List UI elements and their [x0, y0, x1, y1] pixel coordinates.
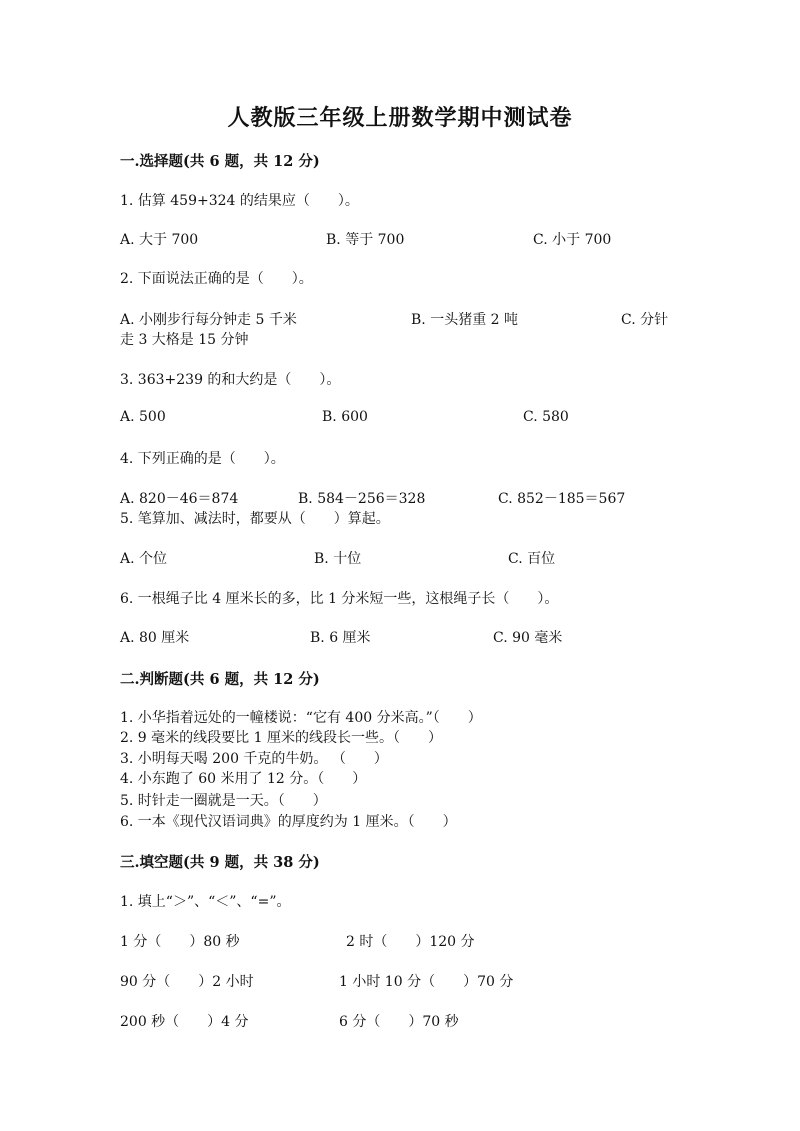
compare-item: 1 分（ ）80 秒	[120, 934, 240, 950]
judgment-item: 2. 9 毫米的线段要比 1 厘米的线段长一些。（ ）	[120, 730, 442, 746]
option-c: C. 90 毫米	[493, 630, 563, 646]
question-text: 1. 填上“＞”、“＜”、“=”。	[120, 894, 291, 910]
judgment-item: 5. 时针走一圈就是一天。（ ）	[120, 793, 327, 809]
compare-item: 6 分（ ）70 秒	[339, 1014, 459, 1030]
section-heading-judgment: 二.判断题(共 6 题，共 12 分)	[120, 671, 320, 688]
option-a: A. 820－46＝874	[120, 491, 239, 507]
option-c: C. 小于 700	[533, 232, 612, 248]
section-heading-choice: 一.选择题(共 6 题，共 12 分)	[120, 153, 320, 170]
compare-item: 200 秒（ ）4 分	[120, 1014, 249, 1030]
option-c: C. 580	[523, 409, 569, 425]
question-text: 5. 笔算加、减法时，都要从（ ）算起。	[120, 511, 390, 527]
option-b: B. 十位	[314, 551, 362, 567]
question-text: 3. 363+239 的和大约是（ ）。	[120, 372, 341, 388]
judgment-item: 1. 小华指着远处的一幢楼说：“它有 400 分米高。”（ ）	[120, 710, 482, 726]
section-heading-fill: 三.填空题(共 9 题，共 38 分)	[120, 854, 320, 871]
option-b: B. 一头猪重 2 吨	[411, 312, 518, 328]
option-b: B. 600	[322, 409, 368, 425]
option-a: A. 500	[120, 409, 166, 425]
judgment-item: 4. 小东跑了 60 米用了 12 分。（ ）	[120, 771, 367, 787]
compare-item: 90 分（ ）2 小时	[120, 974, 254, 990]
option-c: C. 852－185＝567	[498, 491, 626, 507]
question-text: 4. 下列正确的是（ ）。	[120, 451, 285, 467]
page-title: 人教版三年级上册数学期中测试卷	[227, 105, 573, 131]
option-a: A. 大于 700	[120, 232, 199, 248]
option-c: C. 百位	[508, 551, 556, 567]
option-c: C. 分针	[621, 312, 669, 328]
question-text: 6. 一根绳子比 4 厘米长的多，比 1 分米短一些，这根绳子长（ ）。	[120, 591, 559, 607]
judgment-item: 3. 小明每天喝 200 千克的牛奶。 （ ）	[120, 751, 388, 767]
option-a: A. 个位	[120, 551, 168, 567]
option-c-continuation: 走 3 大格是 15 分钟	[120, 332, 249, 348]
compare-item: 1 小时 10 分（ ）70 分	[339, 974, 514, 990]
option-b: B. 584－256＝328	[298, 491, 426, 507]
option-a: A. 80 厘米	[120, 630, 190, 646]
option-a: A. 小刚步行每分钟走 5 千米	[120, 312, 297, 328]
option-b: B. 等于 700	[326, 232, 405, 248]
question-text: 1. 估算 459+324 的结果应（ ）。	[120, 193, 359, 209]
compare-item: 2 时（ ）120 分	[346, 934, 475, 950]
judgment-item: 6. 一本《现代汉语词典》的厚度约为 1 厘米。（ ）	[120, 814, 457, 830]
question-text: 2. 下面说法正确的是（ ）。	[120, 271, 313, 287]
option-b: B. 6 厘米	[310, 630, 371, 646]
